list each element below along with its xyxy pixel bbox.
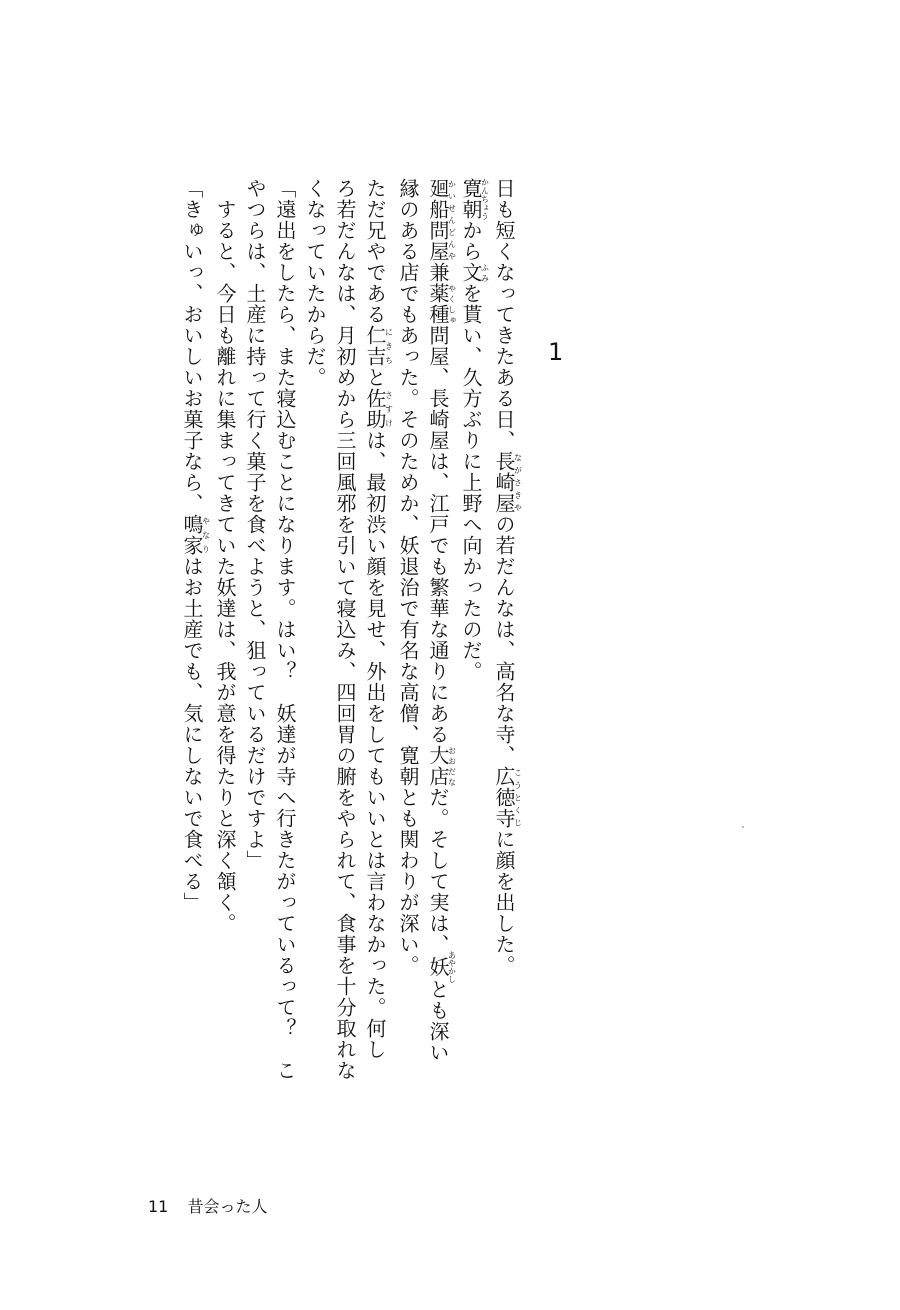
text-run: と [363,367,387,388]
ruby-base: 仁吉 [363,325,387,367]
ruby-word [363,325,394,367]
ruby-base: 廻船問屋 [426,178,450,262]
ruby-base: 鳴家 [180,514,204,556]
ruby-base: 妖 [426,951,450,983]
body-text [177,178,523,1081]
text-line [330,178,360,1081]
text-run: すると、今日も離れに集まってきていた妖達は、我が意を得たりと深く頷く。 [213,178,237,934]
text-line [423,178,457,1063]
text-run: やつらは、土産に持って行く菓子を食べようと、狙っているだけですよ」 [243,178,267,871]
furigana: あやかし [447,951,457,983]
text-run: はお土産でも、気にしないで食べる」 [180,556,204,913]
furigana: ふみ [480,262,490,283]
ruby-word [459,262,490,283]
text-run: とも深い [426,979,450,1063]
running-chapter-title: 昔会った人 [187,1197,268,1216]
furigana: かんちょう [480,178,490,220]
ruby-base: 大店 [426,745,450,787]
text-run: ろ若だんなは、月初めから三回風邪を引いて寝込み、四回胃の腑をやられて、食事を十分取れな [333,178,357,1081]
page-number: 11 [148,1197,169,1216]
text-run: は、最初渋い顔を見せ、外出をしてもいいとは言わなかった。何し [363,430,387,1060]
text-line [300,178,330,978]
text-line [210,178,240,978]
text-run: 「遠出をしたら、また寝込むことになります。はい？ 妖達が寺へ行きたがっているって？ こ [273,178,297,1081]
text-run: 兼 [426,262,450,283]
scan-dot [742,826,744,828]
furigana: にきち [384,325,394,367]
text-run: の若だんなは、高名な寺、 [492,514,516,766]
ruby-word [426,745,457,787]
text-run: を貰い、久方ぶりに上野へ向かったのだ。 [459,283,483,682]
furigana: かいせんどんや [447,178,457,262]
text-line [177,178,210,978]
ruby-word [426,283,457,325]
ruby-base: 寛朝 [459,178,483,220]
ruby-word [180,514,211,556]
furigana: こうとくじ [513,766,523,829]
text-run: くなっていたからだ。 [303,178,327,388]
furigana: やなり [201,514,211,556]
text-run: だ。そして実は、 [426,787,450,955]
ruby-base: 佐助 [363,388,387,430]
text-run: 縁のある店でもあった。そのためか、妖退治で有名な高僧、寛朝とも関わりが深い。 [396,178,420,976]
text-line [393,178,423,978]
text-line [360,178,394,1060]
furigana: やくしゅ [447,283,457,325]
ruby-word [363,388,394,430]
text-line [456,178,489,978]
ruby-word [426,178,457,262]
ruby-base: 長崎屋 [492,451,516,514]
ruby-word [459,178,490,220]
ruby-base: 広徳寺 [492,766,516,829]
text-run: 問屋、長崎屋は、江戸でも繁華な通りにある [426,325,450,745]
page-footer [148,1194,267,1217]
ruby-base: 薬種 [426,283,450,325]
text-run: 「きゅいっ、おいしいお菓子なら、 [180,178,204,514]
ruby-word [426,951,457,983]
chapter-number: 1 [548,338,564,366]
ruby-word [492,766,523,829]
text-run: に顔を出した。 [492,829,516,976]
ruby-base: 文 [459,262,483,283]
text-run: ただ兄やである [363,178,387,325]
text-line [270,178,300,1081]
text-line [240,178,270,978]
ruby-word [492,451,523,514]
text-run: 日も短くなってきたある日、 [492,178,516,451]
furigana: おおだな [447,745,457,787]
furigana: ながさきや [513,451,523,514]
text-run: から [459,220,483,262]
text-line [489,178,522,978]
furigana: さすけ [384,388,394,430]
